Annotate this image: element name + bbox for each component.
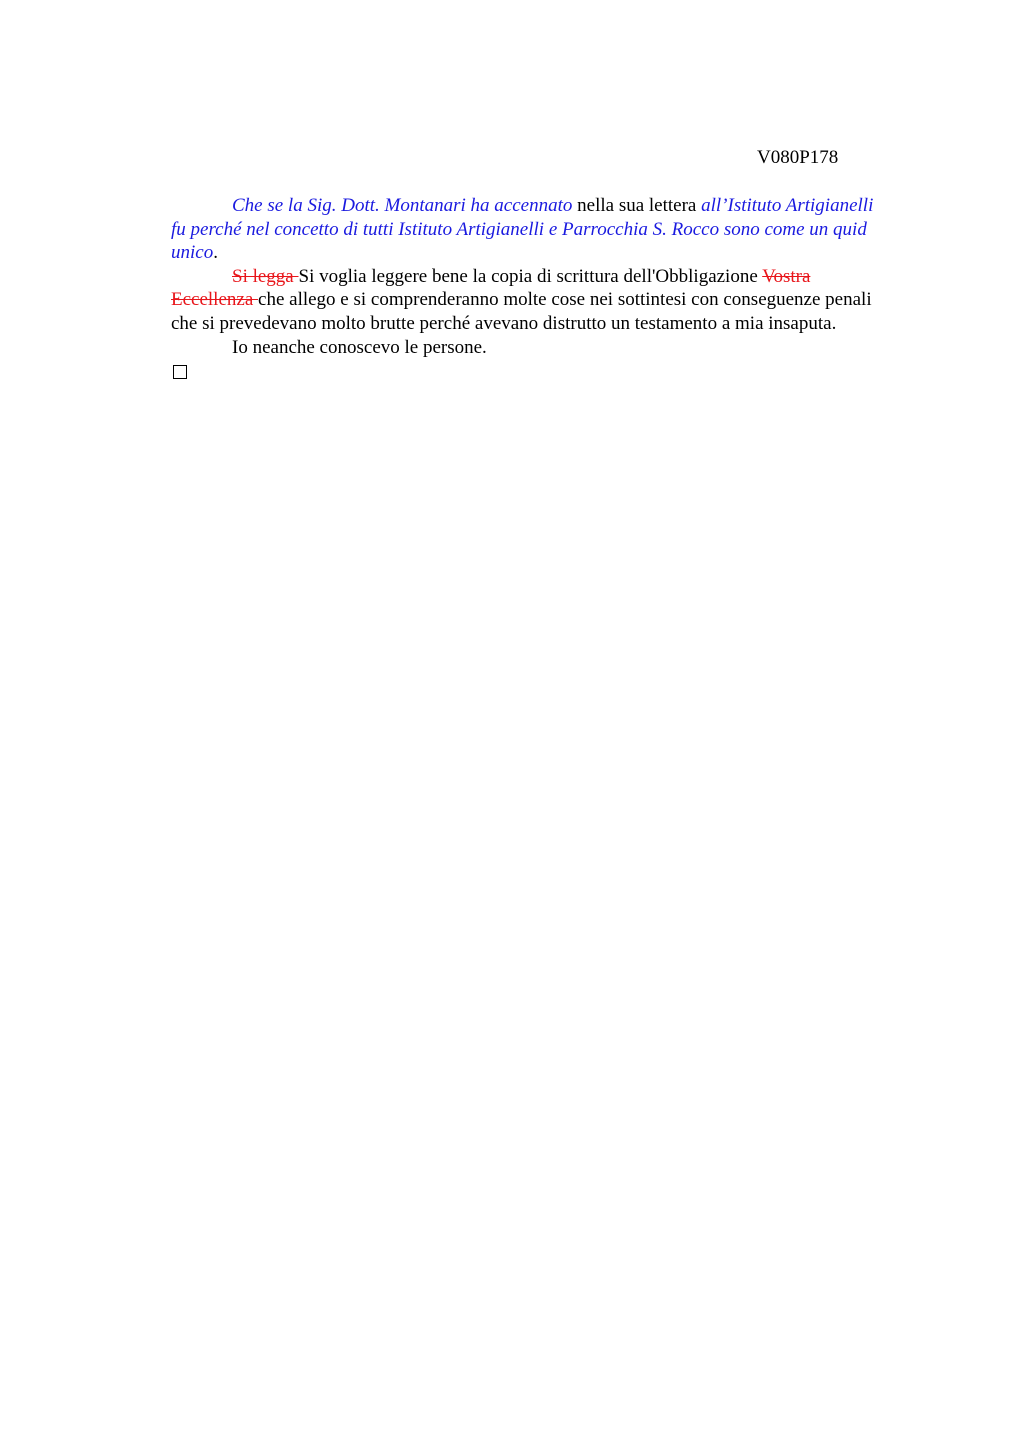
checkbox-icon xyxy=(173,365,187,379)
paragraph-2 xyxy=(171,265,881,336)
deleted-text: Si legga xyxy=(232,265,299,287)
plain-text: . xyxy=(213,242,218,264)
deleted-text: Vostra Eccellenza xyxy=(171,265,811,311)
plain-text: Si voglia leggere bene la copia di scrittura dell'Obbligazione xyxy=(298,265,763,287)
plain-text: Io neanche conoscevo le persone. xyxy=(232,336,487,358)
plain-text: nella sua lettera xyxy=(572,195,702,216)
inserted-text: Che se la Sig. Dott. Montanari ha accennato xyxy=(232,195,573,216)
document-body xyxy=(171,194,881,379)
paragraph-1 xyxy=(171,194,881,265)
plain-text: che allego e si comprenderanno molte cose nei sottintesi con conseguenze penali che si prevedevano molto brutte perché avevano distrutto un testamento a mia insaputa. xyxy=(171,289,872,334)
inserted-text: all’Istituto Artigianelli fu perché nel concetto di tutti Istituto Artigianelli e Parrocchia S. Rocco sono come un quid unico xyxy=(171,195,874,264)
page-code: V080P178 xyxy=(757,147,839,168)
paragraph-3 xyxy=(171,336,881,360)
